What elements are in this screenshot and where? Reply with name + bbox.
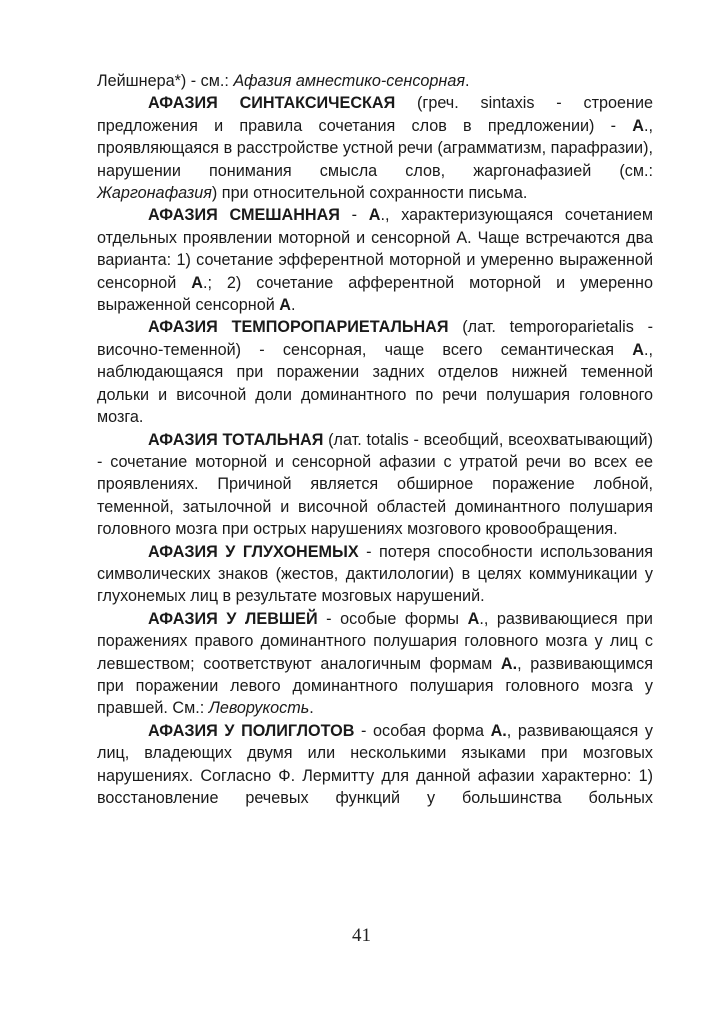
entry-deaf-mute-aphasia: АФАЗИЯ У ГЛУХОНЕМЫХ - потеря способности использования символических знаков (жестов, дактилологии) в целях коммуникации у глухонемых лиц в результате мозговых нарушений.: [97, 542, 654, 606]
entry-total-aphasia: АФАЗИЯ ТОТАЛЬНАЯ (лат. totalis - всеобщий, всеохватывающий) - сочетание моторной и сенсорной афазии с утратой речи во всех ее проявлениях. Причиной является обширное поражение лобной, теменной, затылочной и височной областей доминантного полушария головного мозга при острых нарушениях мозгового кровообращения.: [97, 430, 653, 539]
entry-syntactic-aphasia: АФАЗИЯ СИНТАКСИЧЕСКАЯ (греч. sintaxis - строение предложения и правила сочетания слов в предложении) - А., проявляющаяся в расстройстве устной речи (аграмматизм, парафразии), нарушении понимания смысла слов, жаргонафазией (см.: Жаргонафазия) при относительной сохранности письма.: [97, 94, 653, 203]
entry-term: АФАЗИЯ ТЕМПОРОПАРИЕТАЛЬНАЯ: [148, 318, 449, 337]
entry-term: АФАЗИЯ У ЛЕВШЕЙ: [148, 609, 318, 628]
entry-polyglot-aphasia: АФАЗИЯ У ПОЛИГЛОТОВ - особая форма А., развивающаяся у лиц, владеющих двумя или несколькими языками при мозговых нарушениях. Согласно Ф. Лермитту для данной афазии характерно: 1) восстановление речевых функций у большинства больных: [97, 721, 653, 807]
entry-temporoparietal-aphasia: АФАЗИЯ ТЕМПОРОПАРИЕТАЛЬНАЯ (лат. temporoparietalis - височно-теменной) - сенсорная, чаще всего семантическая А., наблюдающаяся при поражении задних отделов нижней теменной дольки и височной доли доминантного по речи полушария головного мозга.: [97, 318, 653, 427]
entry-term: АФАЗИЯ СИНТАКСИЧЕСКАЯ: [148, 94, 396, 113]
cross-reference: Леворукость: [208, 699, 310, 718]
entry-term: АФАЗИЯ СМЕШАННАЯ: [148, 206, 340, 225]
dictionary-text: [97, 70, 653, 809]
entry-left-handed-aphasia: АФАЗИЯ У ЛЕВШЕЙ - особые формы А., развивающиеся при поражениях правого доминантного полушария головного мозга у лиц с левшеством; соответствуют аналогичным формам А., развивающимся при поражении левого доминантного полушария головного мозга у правшей. См.: Леворукость.: [97, 609, 653, 718]
entry-mixed-aphasia: АФАЗИЯ СМЕШАННАЯ - А., характеризующаяся сочетанием отдельных проявлении моторной и сенсорной А. Чаще встречаются два варианта: 1) сочетание эфферентной моторной и умеренно выраженной сенсорной А.; 2) сочетание афферентной моторной и умеренно выраженной сенсорной А.: [97, 206, 653, 315]
entry-term: АФАЗИЯ ТОТАЛЬНАЯ: [148, 430, 324, 449]
entry-continuation: Лейшнера*) - см.: Афазия амнестико-сенсорная.: [97, 72, 470, 90]
cross-reference: Жаргонафазия: [97, 184, 212, 203]
entry-term: АФАЗИЯ У ПОЛИГЛОТОВ: [148, 721, 355, 740]
entry-term: АФАЗИЯ У ГЛУХОНЕМЫХ: [148, 542, 359, 561]
page-number: 41: [352, 925, 371, 946]
cross-reference: Афазия амнестико-сенсорная: [233, 72, 465, 90]
